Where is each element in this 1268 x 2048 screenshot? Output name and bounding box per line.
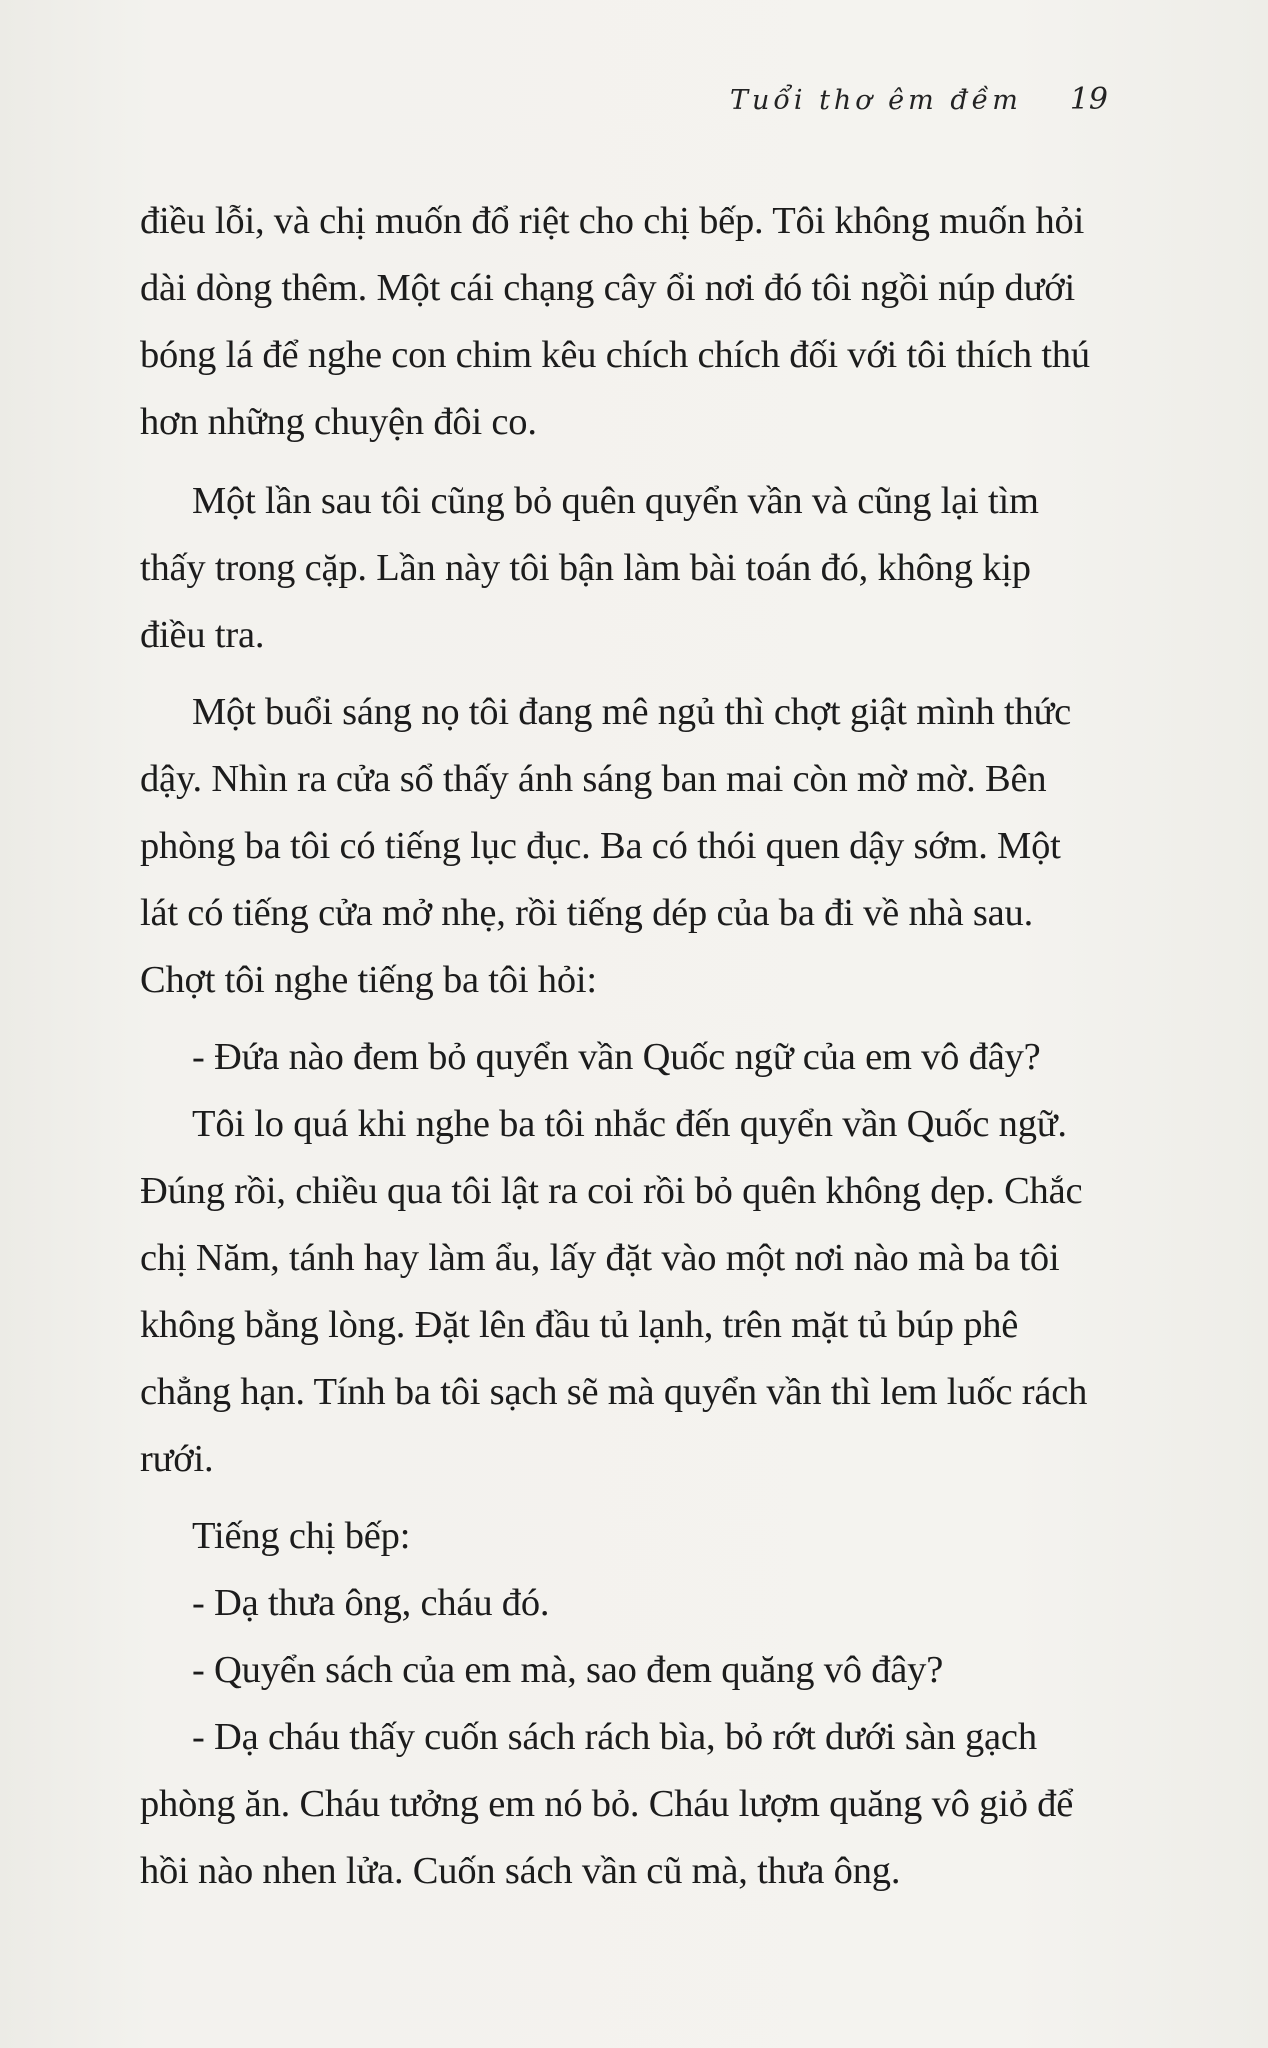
- paragraph: Tiếng chị bếp:: [192, 1515, 411, 1557]
- running-header: [730, 82, 1108, 117]
- paragraph-continued: điều lỗi, và chị muốn đổ riệt cho chị bếp. Tôi không muốn hỏi dài dòng thêm. Một cái chạng cây ổi nơi đó tôi ngồi núp dưới bóng lá để nghe con chim kêu chích chích đối với tôi thích thú hơn những chuyện đôi co.: [140, 200, 1090, 443]
- dialogue-line: - Dạ cháu thấy cuốn sách rách bìa, bỏ rớt dưới sàn gạch phòng ăn. Cháu tưởng em nó bỏ. Cháu lượm quăng vô giỏ để hồi nào nhen lửa. Cuốn sách vần cũ mà, thưa ông.: [140, 1716, 1074, 1892]
- paragraph: Một lần sau tôi cũng bỏ quên quyển vần và cũng lại tìm thấy trong cặp. Lần này tôi bận làm bài toán đó, không kịp điều tra.: [140, 480, 1039, 656]
- page-number: 19: [1069, 82, 1108, 117]
- body-text: [140, 188, 1104, 1905]
- paragraph: Một buổi sáng nọ tôi đang mê ngủ thì chợt giật mình thức dậy. Nhìn ra cửa sổ thấy ánh sáng ban mai còn mờ mờ. Bên phòng ba tôi có tiếng lục đục. Ba có thói quen dậy sớm. Một lát có tiếng cửa mở nhẹ, rồi tiếng dép của ba đi về nhà sau. Chợt tôi nghe tiếng ba tôi hỏi:: [140, 691, 1072, 1001]
- dialogue-line: - Đứa nào đem bỏ quyển vần Quốc ngữ của em vô đây?: [192, 1036, 1041, 1078]
- dialogue-line: - Dạ thưa ông, cháu đó.: [192, 1582, 550, 1624]
- paragraph: Tôi lo quá khi nghe ba tôi nhắc đến quyển vần Quốc ngữ. Đúng rồi, chiều qua tôi lật ra coi rồi bỏ quên không dẹp. Chắc chị Năm, tánh hay làm ẩu, lấy đặt vào một nơi nào mà ba tôi không bằng lòng. Đặt lên đầu tủ lạnh, trên mặt tủ búp phê chẳng hạn. Tính ba tôi sạch sẽ mà quyển vần thì lem luốc rách rưới.: [140, 1103, 1088, 1480]
- running-header-title: Tuổi thơ êm đềm: [729, 85, 1022, 116]
- dialogue-line: - Quyển sách của em mà, sao đem quăng vô đây?: [192, 1649, 944, 1691]
